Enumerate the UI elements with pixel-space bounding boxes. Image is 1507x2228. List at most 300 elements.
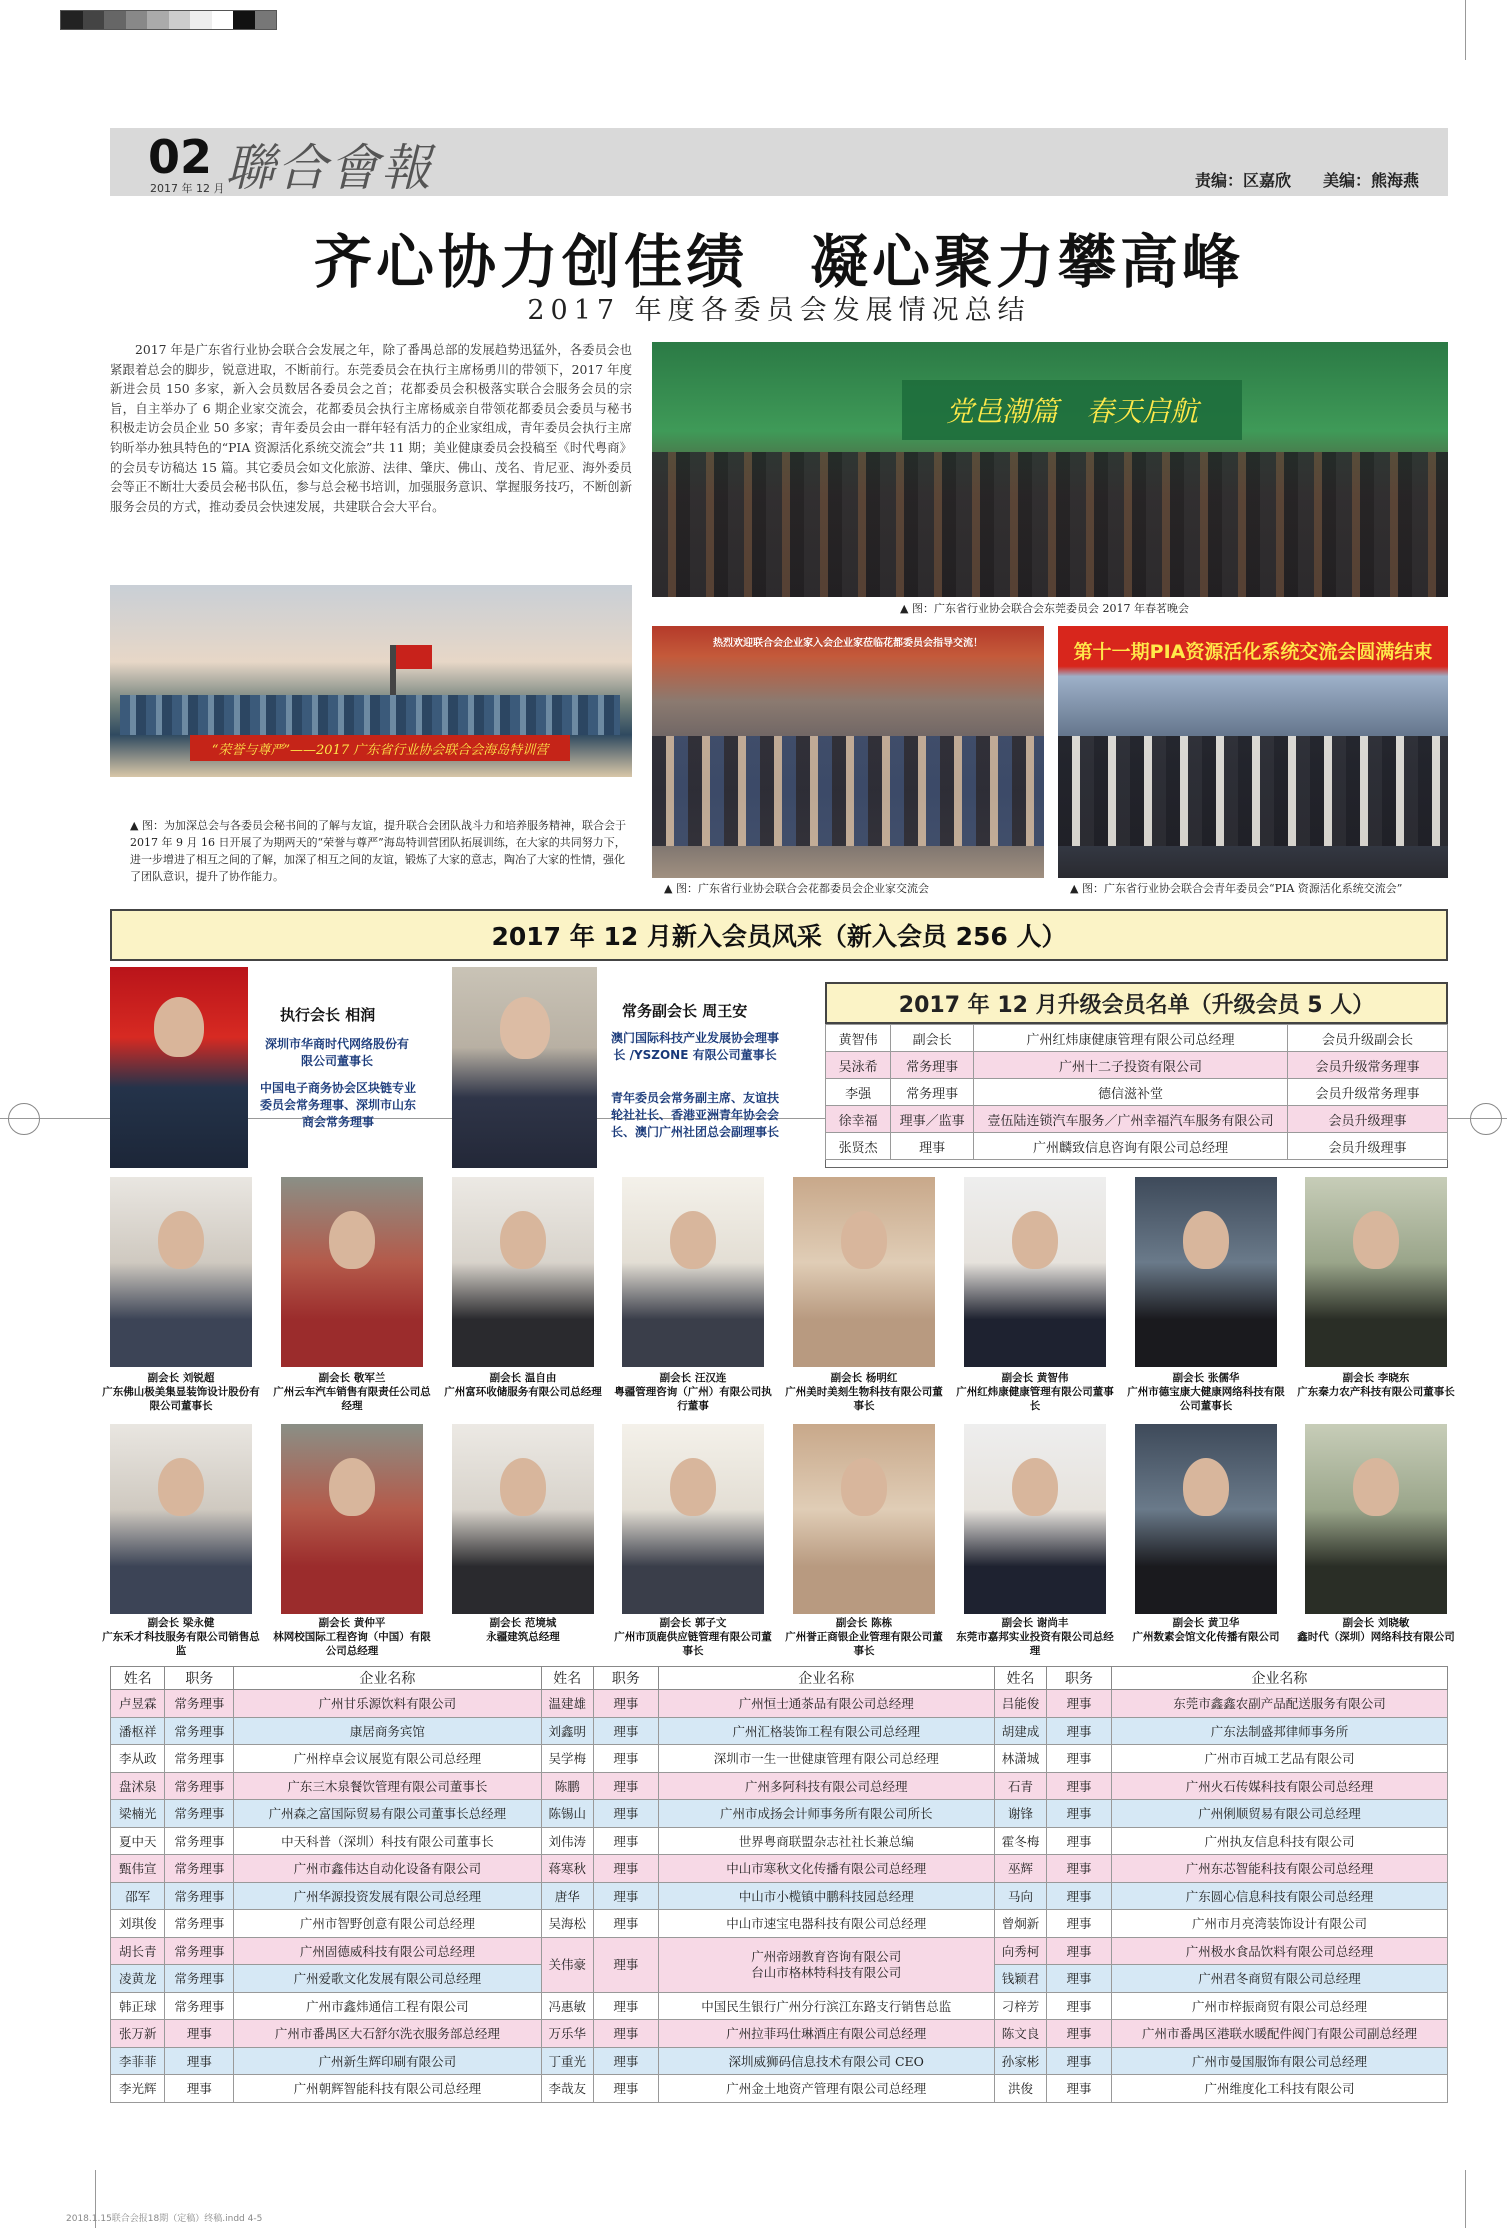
member-role: 理事 xyxy=(593,2075,658,2103)
member-name: 温建雄 xyxy=(541,1690,593,1718)
member-name: 刘琪俊 xyxy=(111,1910,165,1938)
member-company: 鑫时代（深圳）网络科技有限公司 xyxy=(1297,1631,1455,1643)
member-name: 吕能俊 xyxy=(994,1690,1046,1718)
member-name: 梁楠光 xyxy=(111,1800,165,1828)
member-company: 广州火石传媒科技有限公司总经理 xyxy=(1111,1772,1447,1800)
member-role: 理事 xyxy=(593,1910,658,1938)
upgrade-role: 常务理事 xyxy=(891,1052,974,1079)
member-company: 广东圆心信息科技有限公司总经理 xyxy=(1111,1882,1447,1910)
face-shape xyxy=(1183,1211,1229,1269)
article-intro: 2017 年是广东省行业协会联合会发展之年，除了番禺总部的发展趋势迅猛外，各委员会也紧跟着总会的脚步，锐意进取，不断前行。东莞委员会在执行主席杨勇川的带领下，2017 年度新进会员 150 多家，新入会员数居各委员会之首；花都委员会积极落实联合会服务会员的宗旨，自主举办了 6 期企业家交流会，花都委员会执行主席杨威亲自带领花都委员会委员与秘书积极走访会员企业 50 多家；青年委员会由一群年轻有活力的企业家组成，青年委员会执行主席钧昕举办独具特色的“PIA 资源活化系统交流会”共 11 期；美业健康委员会投稿至《时代粤商》的会员专访稿达 15 篇。其它委员会如文化旅游、法律、肇庆、佛山、茂名、肯尼亚、海外委员会等正不断壮大委员会秘书队伍，参与总会秘书培训，加强服务意识、掌握服务技巧，不断创新服务会员的方式，推动委员会快速发展，共建联合会大平台。 xyxy=(110,342,632,514)
member-company: 东莞市鑫鑫农副产品配送服务有限公司 xyxy=(1111,1690,1447,1718)
member-company: 中山市小榄镇中鹏科技园总经理 xyxy=(658,1882,994,1910)
member-role: 常务理事 xyxy=(165,1717,234,1745)
member-name: 盘沭泉 xyxy=(111,1772,165,1800)
member-name: 李光辉 xyxy=(111,2075,165,2103)
upgrade-status: 会员升级理事 xyxy=(1288,1133,1448,1160)
member-company: 广州市鑫伟达自动化设备有限公司 xyxy=(234,1855,541,1883)
member-photo xyxy=(622,1177,764,1367)
member-company: 广州金土地资产管理有限公司总经理 xyxy=(658,2075,994,2103)
member-role: 理事 xyxy=(593,2020,658,2048)
column-header: 职务 xyxy=(593,1667,658,1690)
member-company: 广东禾才科技服务有限公司销售总监 xyxy=(102,1631,260,1657)
column-header: 企业名称 xyxy=(1111,1667,1447,1690)
member-caption xyxy=(784,1371,944,1413)
upgrade-company: 广州麟致信息咨询有限公司总经理 xyxy=(973,1133,1287,1160)
member-company: 东莞市嘉邦实业投资有限公司总经理 xyxy=(956,1631,1114,1657)
gala-banner: 党邑潮篇 春天启航 xyxy=(902,380,1242,440)
member-name: 陈锡山 xyxy=(541,1800,593,1828)
member-role: 常务理事 xyxy=(165,1800,234,1828)
masthead-logo: 聯合會報 xyxy=(225,139,433,197)
member-name: 钱颖君 xyxy=(994,1965,1046,1993)
member-company: 广东秦力农产科技有限公司董事长 xyxy=(1297,1386,1455,1398)
face-shape xyxy=(670,1458,716,1516)
member-name: 石青 xyxy=(994,1772,1046,1800)
member-name: 胡长青 xyxy=(111,1937,165,1965)
member-company: 中山市速宝电器科技有限公司总经理 xyxy=(658,1910,994,1938)
member-name: 吴海松 xyxy=(541,1910,593,1938)
table-row xyxy=(111,1827,1448,1855)
article-title: 齐心协力创佳绩 凝心聚力攀高峰 xyxy=(313,228,1244,296)
upgrade-row xyxy=(826,1079,1448,1106)
member-role: 理事 xyxy=(1047,1855,1112,1883)
member-role: 常务理事 xyxy=(165,1992,234,2020)
upgrade-company: 德信滋补堂 xyxy=(973,1079,1287,1106)
beach-photo xyxy=(110,585,632,777)
member-name: 陈文良 xyxy=(994,2020,1046,2048)
member-role: 理事 xyxy=(1047,2020,1112,2048)
member-company: 林网校国际工程咨询（中国）有限公司总经理 xyxy=(273,1631,431,1657)
member-role: 理事 xyxy=(593,1800,658,1828)
member-company: 广州云车汽车销售有限责任公司总经理 xyxy=(273,1386,431,1412)
standing-vp-name: 常务副会长 周王安 xyxy=(622,1002,748,1020)
face-shape xyxy=(1012,1211,1058,1269)
member-company: 广州市德宝康大健康网络科技有限公司董事长 xyxy=(1127,1386,1285,1412)
member-company: 广州市月亮湾装饰设计有限公司 xyxy=(1111,1910,1447,1938)
member-name: 林潇城 xyxy=(994,1745,1046,1773)
column-header: 姓名 xyxy=(541,1667,593,1690)
member-name: 唐华 xyxy=(541,1882,593,1910)
table-row xyxy=(111,1910,1448,1938)
member-name: 副会长 黄仲平 xyxy=(318,1617,386,1629)
member-company: 广州爱歌文化发展有限公司总经理 xyxy=(234,1965,541,1993)
exec-vp-photo xyxy=(110,967,248,1168)
member-name: 张万新 xyxy=(111,2020,165,2048)
column-header: 姓名 xyxy=(994,1667,1046,1690)
member-name: 副会长 杨明红 xyxy=(830,1372,898,1384)
member-name: 胡建成 xyxy=(994,1717,1046,1745)
meeting-photo xyxy=(652,626,1044,878)
member-name: 万乐华 xyxy=(541,2020,593,2048)
member-role: 理事 xyxy=(1047,1882,1112,1910)
member-role: 常务理事 xyxy=(165,1772,234,1800)
member-role: 常务理事 xyxy=(165,1745,234,1773)
member-name: 巫辉 xyxy=(994,1855,1046,1883)
column-header: 姓名 xyxy=(111,1667,165,1690)
member-photo xyxy=(793,1424,935,1614)
beach-group xyxy=(120,695,620,735)
meeting-group xyxy=(652,736,1044,846)
member-name: 洪俊 xyxy=(994,2075,1046,2103)
face-shape xyxy=(841,1211,887,1269)
member-name: 邵军 xyxy=(111,1882,165,1910)
member-role: 常务理事 xyxy=(165,1882,234,1910)
member-role: 理事 xyxy=(593,1717,658,1745)
face-shape xyxy=(1012,1458,1058,1516)
pia-caption: ▲ 图：广东省行业协会联合会青年委员会“PIA 资源活化系统交流会” xyxy=(1070,882,1403,895)
upgrade-name: 徐幸福 xyxy=(826,1106,891,1133)
upgrade-name: 吴泳希 xyxy=(826,1052,891,1079)
member-name: 凌黄龙 xyxy=(111,1965,165,1993)
column-header: 企业名称 xyxy=(658,1667,994,1690)
member-role: 理事 xyxy=(1047,1910,1112,1938)
table-row xyxy=(111,1717,1448,1745)
member-company: 广州朝辉智能科技有限公司总经理 xyxy=(234,2075,541,2103)
member-role: 理事 xyxy=(1047,1717,1112,1745)
member-company: 广州市顶鹿供应链管理有限公司董事长 xyxy=(614,1631,772,1657)
member-company: 中山市寒秋文化传播有限公司总经理 xyxy=(658,1855,994,1883)
issue-date: 2017 年 12 月 xyxy=(150,182,225,195)
member-role: 理事 xyxy=(593,1855,658,1883)
member-company: 广州市智野创意有限公司总经理 xyxy=(234,1910,541,1938)
member-caption xyxy=(955,1616,1115,1658)
member-company: 广东三木泉餐饮管理有限公司董事长 xyxy=(234,1772,541,1800)
face-shape xyxy=(154,997,204,1057)
member-role: 理事 xyxy=(593,1992,658,2020)
member-company: 广州市番禺区大石舒尔洗衣服务部总经理 xyxy=(234,2020,541,2048)
table-row xyxy=(111,1992,1448,2020)
member-company: 广州市曼国服饰有限公司总经理 xyxy=(1111,2047,1447,2075)
upgrade-row xyxy=(826,1133,1448,1160)
registration-target-right xyxy=(1470,1103,1502,1135)
member-name: 副会长 范境城 xyxy=(489,1617,557,1629)
table-row xyxy=(111,1745,1448,1773)
member-caption xyxy=(1296,1371,1456,1399)
new-members-title: 2017 年 12 月新入会员风采（新入会员 256 人） xyxy=(110,909,1448,961)
upgrade-role: 理事／监事 xyxy=(891,1106,974,1133)
member-company: 广州华源投资发展有限公司总经理 xyxy=(234,1882,541,1910)
member-company: 广州誉正商银企业管理有限公司董事长 xyxy=(785,1631,943,1657)
member-company: 广州多阿科技有限公司总经理 xyxy=(658,1772,994,1800)
member-role: 理事 xyxy=(593,1745,658,1773)
member-role: 常务理事 xyxy=(165,1690,234,1718)
member-name: 副会长 郭子文 xyxy=(659,1617,727,1629)
member-name: 副会长 汪汉连 xyxy=(659,1372,727,1384)
member-photo xyxy=(452,1424,594,1614)
member-role: 常务理事 xyxy=(165,1965,234,1993)
member-name: 副会长 谢尚丰 xyxy=(1001,1617,1069,1629)
crop-mark-top-right xyxy=(1465,0,1466,60)
member-caption xyxy=(443,1616,603,1644)
member-photo xyxy=(793,1177,935,1367)
member-company: 广州市梓振商贸有限公司总经理 xyxy=(1111,1992,1447,2020)
member-role: 理事 xyxy=(593,2047,658,2075)
standing-vp-desc2: 青年委员会常务副主席、友谊扶轮社社长、香港亚洲青年协会会长、澳门广州社团总会副理事长 xyxy=(610,1091,779,1139)
face-shape xyxy=(1353,1458,1399,1516)
member-caption xyxy=(613,1616,773,1658)
member-name: 副会长 黄卫华 xyxy=(1172,1617,1240,1629)
upgrade-name: 李强 xyxy=(826,1079,891,1106)
upgrade-row xyxy=(826,1106,1448,1133)
member-name: 刁梓芳 xyxy=(994,1992,1046,2020)
member-name: 向秀柯 xyxy=(994,1937,1046,1965)
face-shape xyxy=(670,1211,716,1269)
member-name: 甄伟宣 xyxy=(111,1855,165,1883)
exec-vp-name: 执行会长 相润 xyxy=(280,1006,376,1024)
member-table xyxy=(110,1666,1448,2103)
member-name: 李从政 xyxy=(111,1745,165,1773)
upgrade-name: 张贤杰 xyxy=(826,1133,891,1160)
table-row xyxy=(111,1882,1448,1910)
standing-vp-photo xyxy=(452,967,597,1168)
page-number: 02 xyxy=(148,130,213,184)
article-subtitle: 2017 年度各委员会发展情况总结 xyxy=(527,295,1031,326)
member-role: 理事 xyxy=(1047,1772,1112,1800)
gala-caption: ▲ 图：广东省行业协会联合会东莞委员会 2017 年春茗晚会 xyxy=(900,602,1189,615)
member-photo xyxy=(281,1177,423,1367)
face-shape xyxy=(500,1211,546,1269)
gala-crowd xyxy=(652,452,1448,597)
upgrade-role: 常务理事 xyxy=(891,1079,974,1106)
member-name: 潘枢祥 xyxy=(111,1717,165,1745)
pia-banner: 第十一期PIA资源活化系统交流会圆满结束 xyxy=(1073,640,1433,663)
member-company: 广州甘乐源饮料有限公司 xyxy=(234,1690,541,1718)
member-caption xyxy=(272,1616,432,1658)
member-company: 粤疆管理咨询（广州）有限公司执行董事 xyxy=(614,1386,772,1412)
pia-group xyxy=(1058,736,1448,846)
member-role: 常务理事 xyxy=(165,1910,234,1938)
member-company: 广州富环收储服务有限公司总经理 xyxy=(444,1386,602,1398)
member-role: 常务理事 xyxy=(165,1827,234,1855)
registration-target-left xyxy=(8,1103,40,1135)
member-role: 理事 xyxy=(165,2047,234,2075)
member-caption xyxy=(1126,1616,1286,1644)
table-row xyxy=(111,1772,1448,1800)
member-name: 吴学梅 xyxy=(541,1745,593,1773)
upgrade-status: 会员升级常务理事 xyxy=(1288,1079,1448,1106)
member-name: 副会长 刘锐超 xyxy=(147,1372,215,1384)
member-name: 孙家彬 xyxy=(994,2047,1046,2075)
member-company: 广州市番禺区港联水暖配件阀门有限公司副总经理 xyxy=(1111,2020,1447,2048)
member-role: 理事 xyxy=(1047,1965,1112,1993)
member-company: 广州数素会馆文化传播有限公司 xyxy=(1132,1631,1280,1643)
member-photo xyxy=(110,1177,252,1367)
member-name: 关伟豪 xyxy=(541,1937,593,1992)
table-row xyxy=(111,2075,1448,2103)
member-caption xyxy=(101,1371,261,1413)
member-role: 理事 xyxy=(1047,1745,1112,1773)
face-shape xyxy=(158,1458,204,1516)
member-name: 夏中天 xyxy=(111,1827,165,1855)
face-shape xyxy=(1183,1458,1229,1516)
member-caption xyxy=(613,1371,773,1413)
member-company: 广州汇格装饰工程有限公司总经理 xyxy=(658,1717,994,1745)
member-company: 广东法制盛邦律师事务所 xyxy=(1111,1717,1447,1745)
member-role: 理事 xyxy=(593,1882,658,1910)
member-name: 副会长 温自由 xyxy=(489,1372,557,1384)
member-name: 副会长 黄智伟 xyxy=(1001,1372,1069,1384)
member-role: 理事 xyxy=(165,2075,234,2103)
member-caption xyxy=(1296,1616,1456,1644)
member-role: 理事 xyxy=(593,1937,658,1992)
member-company: 广州市鑫炜通信工程有限公司 xyxy=(234,1992,541,2020)
face-shape xyxy=(158,1211,204,1269)
member-company: 深圳威狮码信息技术有限公司 CEO xyxy=(658,2047,994,2075)
member-photo xyxy=(622,1424,764,1614)
beach-banner: “荣誉与尊严”——2017 广东省行业协会联合会海岛特训营 xyxy=(190,735,570,761)
member-role: 理事 xyxy=(1047,1800,1112,1828)
member-company: 广州森之富国际贸易有限公司董事长总经理 xyxy=(234,1800,541,1828)
upgrade-role: 副会长 xyxy=(891,1025,974,1052)
meeting-banner: 热烈欢迎联合会企业家入会企业家莅临花都委员会指导交流！ xyxy=(713,637,983,649)
member-role: 理事 xyxy=(1047,2047,1112,2075)
standing-vp-desc1: 澳门国际科技产业发展协会理事长 /YSZONE 有限公司董事长 xyxy=(610,1031,779,1062)
table-row xyxy=(111,1937,1448,1965)
member-caption xyxy=(272,1371,432,1413)
member-company: 广州美时美刻生物科技有限公司董事长 xyxy=(785,1386,943,1412)
member-company: 广州拉菲玛仕琳酒庄有限公司总经理 xyxy=(658,2020,994,2048)
member-role: 理事 xyxy=(1047,2075,1112,2103)
upgrade-name: 黄智伟 xyxy=(826,1025,891,1052)
member-company: 中天科普（深圳）科技有限公司董事长 xyxy=(234,1827,541,1855)
member-name: 李菲菲 xyxy=(111,2047,165,2075)
print-registration-bar xyxy=(60,10,277,30)
member-name: 副会长 敬军兰 xyxy=(318,1372,386,1384)
upgrade-status: 会员升级常务理事 xyxy=(1288,1052,1448,1079)
member-photo xyxy=(452,1177,594,1367)
face-shape xyxy=(329,1458,375,1516)
table-row xyxy=(111,2020,1448,2048)
member-company: 深圳市一生一世健康管理有限公司总经理 xyxy=(658,1745,994,1773)
face-shape xyxy=(1353,1211,1399,1269)
member-name: 马向 xyxy=(994,1882,1046,1910)
member-company: 广东佛山极美集显装饰设计股份有限公司董事长 xyxy=(102,1386,260,1412)
member-company: 广州恒士通茶品有限公司总经理 xyxy=(658,1690,994,1718)
member-role: 理事 xyxy=(593,1827,658,1855)
member-caption xyxy=(955,1371,1115,1413)
member-role: 常务理事 xyxy=(165,1855,234,1883)
member-name: 李哉友 xyxy=(541,2075,593,2103)
member-photo xyxy=(1135,1424,1277,1614)
member-role: 理事 xyxy=(593,1772,658,1800)
member-company: 广州市成扬会计师事务所有限公司所长 xyxy=(658,1800,994,1828)
table-row xyxy=(111,1855,1448,1883)
member-company: 广州帝翊教育咨询有限公司 台山市格林特科技有限公司 xyxy=(658,1937,994,1992)
table-row xyxy=(111,1800,1448,1828)
member-name: 曾炯新 xyxy=(994,1910,1046,1938)
member-role: 理事 xyxy=(1047,1992,1112,2020)
upgrade-row xyxy=(826,1025,1448,1052)
member-role: 理事 xyxy=(165,2020,234,2048)
face-shape xyxy=(500,1458,546,1516)
member-name: 刘鑫明 xyxy=(541,1717,593,1745)
member-photo xyxy=(110,1424,252,1614)
member-photo xyxy=(1305,1177,1447,1367)
member-company: 广州极水食品饮料有限公司总经理 xyxy=(1111,1937,1447,1965)
exec-vp-desc2: 中国电子商务协会区块链专业委员会常务理事、深圳市山东商会常务理事 xyxy=(259,1081,416,1129)
member-name: 副会长 李晓东 xyxy=(1342,1372,1410,1384)
member-company: 广州新生辉印刷有限公司 xyxy=(234,2047,541,2075)
member-photo xyxy=(1305,1424,1447,1614)
member-photo xyxy=(281,1424,423,1614)
member-role: 理事 xyxy=(593,1690,658,1718)
column-header: 企业名称 xyxy=(234,1667,541,1690)
column-header: 职务 xyxy=(165,1667,234,1690)
red-flag xyxy=(396,645,432,669)
member-company: 广州俐顺贸易有限公司总经理 xyxy=(1111,1800,1447,1828)
member-caption xyxy=(1126,1371,1286,1413)
upgrade-status: 会员升级副会长 xyxy=(1288,1025,1448,1052)
member-name: 韩正球 xyxy=(111,1992,165,2020)
member-photo xyxy=(964,1424,1106,1614)
member-company: 广州梓卓会议展览有限公司总经理 xyxy=(234,1745,541,1773)
member-company: 广州维度化工科技有限公司 xyxy=(1111,2075,1447,2103)
member-photo xyxy=(1135,1177,1277,1367)
member-name: 霍冬梅 xyxy=(994,1827,1046,1855)
exec-vp-desc1: 深圳市华商时代网络股份有限公司董事长 xyxy=(264,1037,409,1068)
member-name: 蒋寒秋 xyxy=(541,1855,593,1883)
member-company: 康居商务宾馆 xyxy=(234,1717,541,1745)
member-company: 广州东芯智能科技有限公司总经理 xyxy=(1111,1855,1447,1883)
gala-photo xyxy=(652,342,1448,597)
member-company: 世界粤商联盟杂志社社长兼总编 xyxy=(658,1827,994,1855)
member-name: 冯惠敏 xyxy=(541,1992,593,2020)
member-caption xyxy=(101,1616,261,1658)
face-shape xyxy=(329,1211,375,1269)
member-name: 副会长 梁永健 xyxy=(147,1617,215,1629)
member-role: 理事 xyxy=(1047,1827,1112,1855)
upgrade-title: 2017 年 12 月升级会员名单（升级会员 5 人） xyxy=(825,982,1448,1024)
member-role: 常务理事 xyxy=(165,1937,234,1965)
face-shape xyxy=(841,1458,887,1516)
member-company: 永疆建筑总经理 xyxy=(486,1631,560,1643)
member-role: 理事 xyxy=(1047,1690,1112,1718)
member-name: 丁重光 xyxy=(541,2047,593,2075)
table-row xyxy=(111,1690,1448,1718)
beach-caption: ▲ 图：为加深总会与各委员会秘书间的了解与友谊，提升联合会团队战斗力和培养服务精神，联合会于 2017 年 9 月 16 日开展了为期两天的“荣誉与尊严”海岛特训营团队拓展训练，在大家的共同努力下，进一步增进了相互之间的了解，加深了相互之间的友谊，锻炼了大家的意志，陶冶了大家的性情，强化了团队意识，提升了协作能力。 xyxy=(130,819,626,883)
member-role: 理事 xyxy=(1047,1937,1112,1965)
print-footer: 2018.1.15联合会报18期（定稿）终稿.indd 4-5 xyxy=(66,2214,263,2224)
column-header: 职务 xyxy=(1047,1667,1112,1690)
member-company: 广州执友信息科技有限公司 xyxy=(1111,1827,1447,1855)
upgrade-company: 广州红炜康健康管理有限公司总经理 xyxy=(973,1025,1287,1052)
member-name: 副会长 陈栋 xyxy=(835,1617,893,1629)
member-company: 中国民生银行广州分行滨江东路支行销售总监 xyxy=(658,1992,994,2020)
member-caption xyxy=(443,1371,603,1399)
member-name: 谢锋 xyxy=(994,1800,1046,1828)
crop-mark-bottom-right xyxy=(1465,2170,1466,2228)
member-name: 刘伟涛 xyxy=(541,1827,593,1855)
member-name: 卢昱霖 xyxy=(111,1690,165,1718)
meeting-caption: ▲ 图：广东省行业协会联合会花都委员会企业家交流会 xyxy=(664,882,929,895)
member-company: 广州君冬商贸有限公司总经理 xyxy=(1111,1965,1447,1993)
upgrade-company: 壹伍陆连锁汽车服务／广州幸福汽车服务有限公司 xyxy=(973,1106,1287,1133)
member-company: 广州市百城工艺品有限公司 xyxy=(1111,1745,1447,1773)
member-company: 广州固德威科技有限公司总经理 xyxy=(234,1937,541,1965)
face-shape xyxy=(500,997,550,1059)
member-name: 副会长 刘晓敏 xyxy=(1342,1617,1410,1629)
upgrade-status: 会员升级理事 xyxy=(1288,1106,1448,1133)
table-row xyxy=(111,2047,1448,2075)
member-company: 广州红炜康健康管理有限公司董事长 xyxy=(956,1386,1114,1412)
upgrade-role: 理事 xyxy=(891,1133,974,1160)
upgrade-table xyxy=(825,1024,1448,1160)
member-name: 副会长 张儒华 xyxy=(1172,1372,1240,1384)
upgrade-row xyxy=(826,1052,1448,1079)
member-name: 陈鹏 xyxy=(541,1772,593,1800)
editor-credits: 责编：区嘉欣 美编：熊海燕 xyxy=(1195,171,1420,190)
